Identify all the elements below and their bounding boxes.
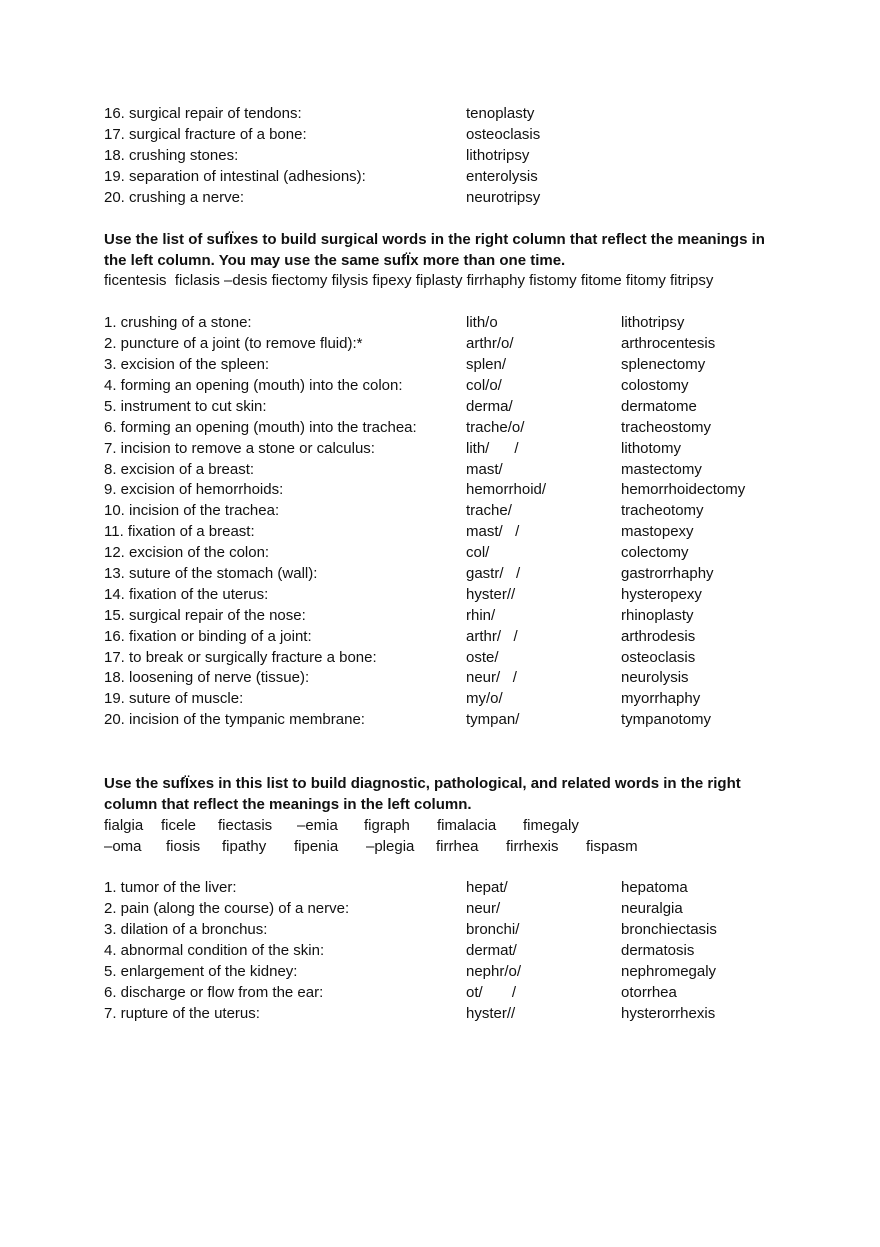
answer: tracheostomy <box>621 418 712 436</box>
answer: dermatosis <box>621 941 695 959</box>
answer: arthrocentesis <box>621 335 716 353</box>
root: tympan/ <box>466 711 520 729</box>
meaning: 20. incision of the tympanic membrane: <box>104 711 365 729</box>
root: derma/ <box>466 397 513 415</box>
answer: mastopexy <box>621 523 694 541</box>
root: hemorrhoid/ <box>466 481 547 499</box>
root: nephr/o/ <box>466 962 522 980</box>
meaning: 7. incision to remove a stone or calculus: <box>104 439 375 457</box>
list-item <box>104 188 824 209</box>
root: trache/ <box>466 502 512 520</box>
table-row <box>104 648 824 669</box>
suffix-item: –oma <box>104 838 142 856</box>
meaning: 14. fixation of the uterus: <box>104 585 269 603</box>
list-item <box>104 146 824 167</box>
meaning: 18. crushing stones: <box>104 146 239 164</box>
section3-table <box>104 878 824 1024</box>
table-row <box>104 606 824 627</box>
suffix-item: fiosis <box>166 838 201 856</box>
root: hyster// <box>466 1004 516 1022</box>
meaning: 6. discharge or flow from the ear: <box>104 983 324 1001</box>
section3-suffix-line-2 <box>104 836 824 857</box>
suffix-item: figraph <box>364 817 410 835</box>
table-row <box>104 899 824 920</box>
root: rhin/ <box>466 606 496 624</box>
answer: neuralgia <box>621 900 683 918</box>
root: my/o/ <box>466 690 503 708</box>
table-row <box>104 564 824 585</box>
root: neur/ / <box>466 669 517 687</box>
suffix-item: fipenia <box>294 838 339 856</box>
root: trache/o/ <box>466 418 525 436</box>
meaning: 7. rupture of the uterus: <box>104 1004 260 1022</box>
table-row <box>104 689 824 710</box>
table-row <box>104 941 824 962</box>
answer: tympanotomy <box>621 711 712 729</box>
table-row <box>104 585 824 606</box>
answer: bronchiectasis <box>621 920 717 938</box>
answer: dermatome <box>621 397 697 415</box>
meaning: 10. incision of the trachea: <box>104 502 280 520</box>
suffix-item: firrhexis <box>506 838 559 856</box>
meaning: 1. crushing of a stone: <box>104 314 252 332</box>
root: mast/ <box>466 460 503 478</box>
table-row <box>104 983 824 1004</box>
root: oste/ <box>466 648 499 666</box>
table-row <box>104 334 824 355</box>
answer: nephromegaly <box>621 962 717 980</box>
answer: lithotripsy <box>466 146 530 164</box>
section3-suffix-line-1 <box>104 815 824 836</box>
meaning: 19. suture of muscle: <box>104 690 244 708</box>
answer: myorrhaphy <box>621 690 701 708</box>
answer: hysterorrhexis <box>621 1004 716 1022</box>
answer: mastectomy <box>621 460 702 478</box>
root: lith/ / <box>466 439 519 457</box>
root: bronchi/ <box>466 920 520 938</box>
answer: tenoplasty <box>466 105 535 122</box>
table-row <box>104 313 824 334</box>
table-row <box>104 920 824 941</box>
answer: rhinoplasty <box>621 606 694 624</box>
root: gastr/ / <box>466 565 521 583</box>
list-item <box>104 167 824 188</box>
suffix-item: fialgia <box>104 817 144 835</box>
table-row <box>104 355 824 376</box>
section3-instruction: Use the sufÏxes in this list to build diagnostic, pathological, and related words in the right column that reflect the meanings in the left column. <box>104 775 741 814</box>
root: lith/o <box>466 314 498 332</box>
section2-table <box>104 313 824 731</box>
answer: enterolysis <box>466 167 538 185</box>
suffix-item: fiectasis <box>218 817 273 835</box>
root: hyster// <box>466 585 516 603</box>
meaning: 16. fixation or binding of a joint: <box>104 627 312 645</box>
answer: colectomy <box>621 544 689 562</box>
table-row <box>104 1004 824 1025</box>
root: col/ <box>466 544 490 562</box>
suffix-item: ficele <box>161 817 197 835</box>
table-row <box>104 460 824 481</box>
table-row <box>104 878 824 899</box>
table-row <box>104 710 824 731</box>
answer: hepatoma <box>621 879 688 897</box>
meaning: 11. fixation of a breast: <box>104 523 255 541</box>
section2-suffix-list: ficentesis ficlasis –desis fiectomy filysis fipexy fiplasty firrhaphy fistomy fitome fitomy fitripsy <box>104 272 714 290</box>
table-row <box>104 522 824 543</box>
meaning: 16. surgical repair of tendons: <box>104 105 302 122</box>
meaning: 4. forming an opening (mouth) into the colon: <box>104 377 403 395</box>
answer: otorrhea <box>621 983 677 1001</box>
table-row <box>104 439 824 460</box>
root: splen/ <box>466 356 507 374</box>
meaning: 3. dilation of a bronchus: <box>104 920 268 938</box>
root: neur/ <box>466 900 501 918</box>
root: arthr/o/ <box>466 335 514 353</box>
table-row <box>104 501 824 522</box>
answer: lithotripsy <box>621 314 685 332</box>
table-row <box>104 376 824 397</box>
root: ot/ / <box>466 983 517 1001</box>
root: dermat/ <box>466 941 517 959</box>
answer: arthrodesis <box>621 627 696 645</box>
list-item <box>104 125 824 146</box>
meaning: 12. excision of the colon: <box>104 544 270 562</box>
answer: osteoclasis <box>466 125 541 143</box>
meaning: 2. puncture of a joint (to remove fluid):* <box>104 335 363 353</box>
root: col/o/ <box>466 377 502 395</box>
suffix-item: fimegaly <box>523 817 579 835</box>
suffix-item: –plegia <box>366 838 415 856</box>
answer: colostomy <box>621 377 689 395</box>
meaning: 20. crushing a nerve: <box>104 188 245 206</box>
list-item <box>104 104 824 125</box>
meaning: 15. surgical repair of the nose: <box>104 606 306 624</box>
table-row <box>104 397 824 418</box>
meaning: 5. instrument to cut skin: <box>104 397 267 415</box>
section1-list <box>104 104 824 208</box>
answer: neurolysis <box>621 669 689 687</box>
suffix-item: fipathy <box>222 838 267 856</box>
answer: tracheotomy <box>621 502 704 520</box>
meaning: 1. tumor of the liver: <box>104 879 237 897</box>
section2-instruction: Use the list of sufÏxes to build surgical words in the right column that reflect the meanings in the left column. You may use the same sufÏx more than one time. <box>104 231 765 270</box>
answer: hysteropexy <box>621 585 702 603</box>
table-row <box>104 962 824 983</box>
table-row <box>104 627 824 648</box>
root: mast/ / <box>466 523 520 541</box>
table-row <box>104 418 824 439</box>
meaning: 2. pain (along the course) of a nerve: <box>104 900 350 918</box>
meaning: 4. abnormal condition of the skin: <box>104 941 325 959</box>
answer: lithotomy <box>621 439 682 457</box>
meaning: 3. excision of the spleen: <box>104 356 270 374</box>
meaning: 6. forming an opening (mouth) into the trachea: <box>104 418 417 436</box>
suffix-item: –emia <box>297 817 338 835</box>
meaning: 13. suture of the stomach (wall): <box>104 565 318 583</box>
meaning: 17. surgical fracture of a bone: <box>104 125 307 143</box>
answer: osteoclasis <box>621 648 696 666</box>
answer: gastrorrhaphy <box>621 565 714 583</box>
answer: neurotripsy <box>466 188 541 206</box>
meaning: 17. to break or surgically fracture a bone: <box>104 648 377 666</box>
meaning: 5. enlargement of the kidney: <box>104 962 298 980</box>
meaning: 18. loosening of nerve (tissue): <box>104 669 310 687</box>
answer: hemorrhoidectomy <box>621 481 746 499</box>
worksheet-page <box>104 104 824 1024</box>
suffix-item: firrhea <box>436 838 479 856</box>
table-row <box>104 480 824 501</box>
table-row <box>104 668 824 689</box>
table-row <box>104 543 824 564</box>
meaning: 9. excision of hemorrhoids: <box>104 481 284 499</box>
suffix-item: fimalacia <box>437 817 497 835</box>
root: arthr/ / <box>466 627 518 645</box>
meaning: 19. separation of intestinal (adhesions): <box>104 167 366 185</box>
root: hepat/ <box>466 879 508 897</box>
answer: splenectomy <box>621 356 706 374</box>
meaning: 8. excision of a breast: <box>104 460 255 478</box>
suffix-item: fispasm <box>586 838 638 856</box>
